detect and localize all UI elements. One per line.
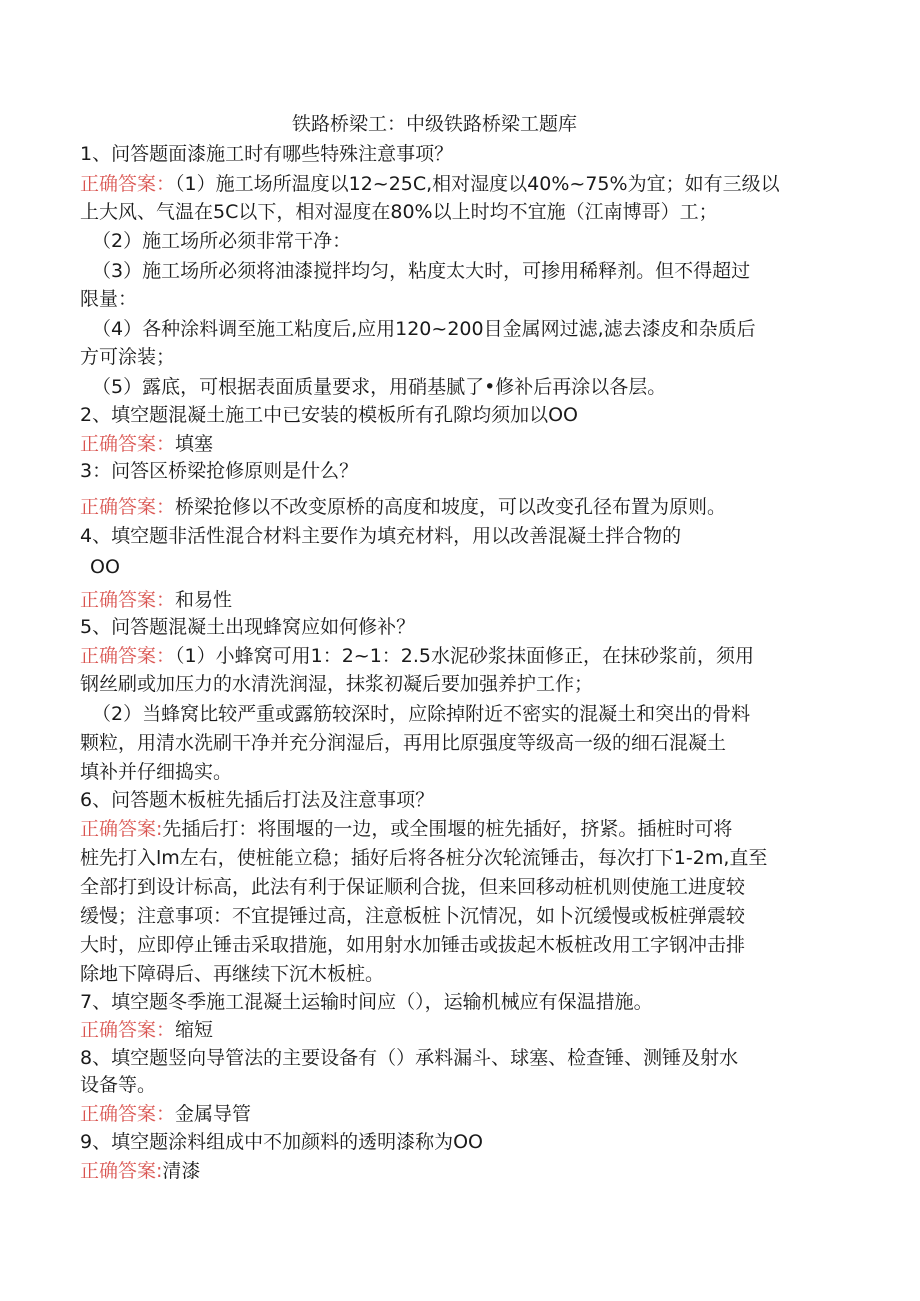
answer-label: 正确答案： [80, 589, 176, 611]
answer-6-line-4: 缓慢；注意事项：不宜提锤过高，注意板桩卜沉情况，如卜沉缓慢或板桩弹震较 [80, 905, 746, 927]
answer-9: 正确答案:清漆 [80, 1160, 201, 1182]
answer-3: 正确答案：桥梁抢修以不改变原桥的高度和坡度，可以改变孔径布置为原则。 [80, 496, 727, 518]
answer-5-line-4: 颗粒，用清水洗刷干净并充分润湿后，再用比原强度等级高一级的细石混凝土 [80, 732, 727, 754]
answer-6-line-6: 除地下障碍后、再继续下沉木板桩。 [80, 963, 385, 985]
answer-6-line-5: 大时，应即停止锤击采取措施，如用射水加锤击或拔起木板桩改用工字钢冲击排 [80, 934, 746, 956]
answer-7: 正确答案：缩短 [80, 1019, 214, 1041]
question-5: 5、问答题混凝土出现蜂窝应如何修补？ [80, 616, 416, 638]
answer-label: 正确答案: [80, 1160, 163, 1182]
question-8-line-1: 8、填空题竖向导管法的主要设备有（）承料漏斗、球塞、检查锤、测锤及射水 [80, 1047, 739, 1069]
answer-label: 正确答案: [80, 818, 163, 840]
answer-4: 正确答案：和易性 [80, 589, 233, 611]
answer-1-line-7: 方可涂装； [80, 346, 176, 368]
answer-1-line-5: 限量： [80, 288, 138, 310]
answer-5-line-5: 填补并仔细捣实。 [80, 761, 233, 783]
answer-label: 正确答案： [80, 496, 176, 518]
answer-1-line-8: （5）露底，可根据表面质量要求，用硝基腻了•修补后再涂以各层。 [92, 376, 667, 398]
answer-6-line-2: 桩先打入lm左右，使桩能立稳；插好后将各桩分次轮流锤击，每次打下1-2m,直至 [80, 847, 768, 869]
question-7: 7、填空题冬季施工混凝土运输时间应（），运输机械应有保温措施。 [80, 991, 653, 1013]
answer-1-line-1: 正确答案：（1）施工场所温度以12~25C,相对湿度以40%~75%为宜；如有三级以 [80, 173, 780, 195]
answer-label: 正确答案： [80, 433, 176, 455]
answer-1-line-4: （3）施工场所必须将油漆搅拌均匀，粘度太大时，可掺用稀释剂。但不得超过 [92, 260, 751, 282]
question-2: 2、填空题混凝土施工中已安装的模板所有孔隙均须加以OO [80, 404, 578, 426]
question-1: 1、问答题面漆施工时有哪些特殊注意事项？ [80, 143, 454, 165]
question-9: 9、填空题涂料组成中不加颜料的透明漆称为OO [80, 1131, 483, 1153]
answer-5-line-3: （2）当蜂窝比较严重或露筋较深时，应除掉附近不密实的混凝土和突出的骨料 [92, 703, 751, 725]
answer-1-line-3: （2）施工场所必须非常干净： [92, 230, 352, 252]
question-4-line-2: OO [90, 556, 120, 578]
question-6: 6、问答题木板桩先插后打法及注意事项？ [80, 789, 435, 811]
answer-5-line-2: 钢丝刷或加压力的水清洗润湿，抹浆初凝后要加强养护工作； [80, 673, 594, 695]
answer-1-line-6: （4）各种涂料调至施工粘度后,应用120~200目金属网过滤,滤去漆皮和杂质后 [92, 318, 756, 340]
answer-label: 正确答案： [80, 1103, 176, 1125]
answer-label: 正确答案： [80, 1019, 176, 1041]
answer-8: 正确答案：金属导管 [80, 1103, 252, 1125]
question-4-line-1: 4、填空题非活性混合材料主要作为填充材料，用以改善混凝土拌合物的 [80, 525, 682, 547]
page-title: 铁路桥梁工：中级铁路桥梁工题库 [292, 113, 578, 135]
answer-5-line-1: 正确答案：（1）小蜂窝可用1：2~1：2.5水泥砂浆抹面修正，在抹砂浆前，须用 [80, 645, 755, 667]
answer-2: 正确答案：填塞 [80, 433, 214, 455]
answer-1-line-2: 上大风、气温在5C以下，相对湿度在80%以上时均不宜施（江南博哥）工； [80, 201, 718, 223]
question-3: 3：问答区桥梁抢修原则是什么？ [80, 460, 359, 482]
answer-label: 正确答案： [80, 645, 176, 667]
question-8-line-2: 设备等。 [80, 1074, 157, 1096]
answer-label: 正确答案： [80, 173, 176, 195]
answer-6-line-3: 全部打到设计标高，此法有利于保证顺利合拢，但来回移动桩机则使施工进度较 [80, 876, 746, 898]
answer-6-line-1: 正确答案:先插后打：将围堰的一边，或全围堰的桩先插好，挤紧。插桩时可将 [80, 818, 733, 840]
